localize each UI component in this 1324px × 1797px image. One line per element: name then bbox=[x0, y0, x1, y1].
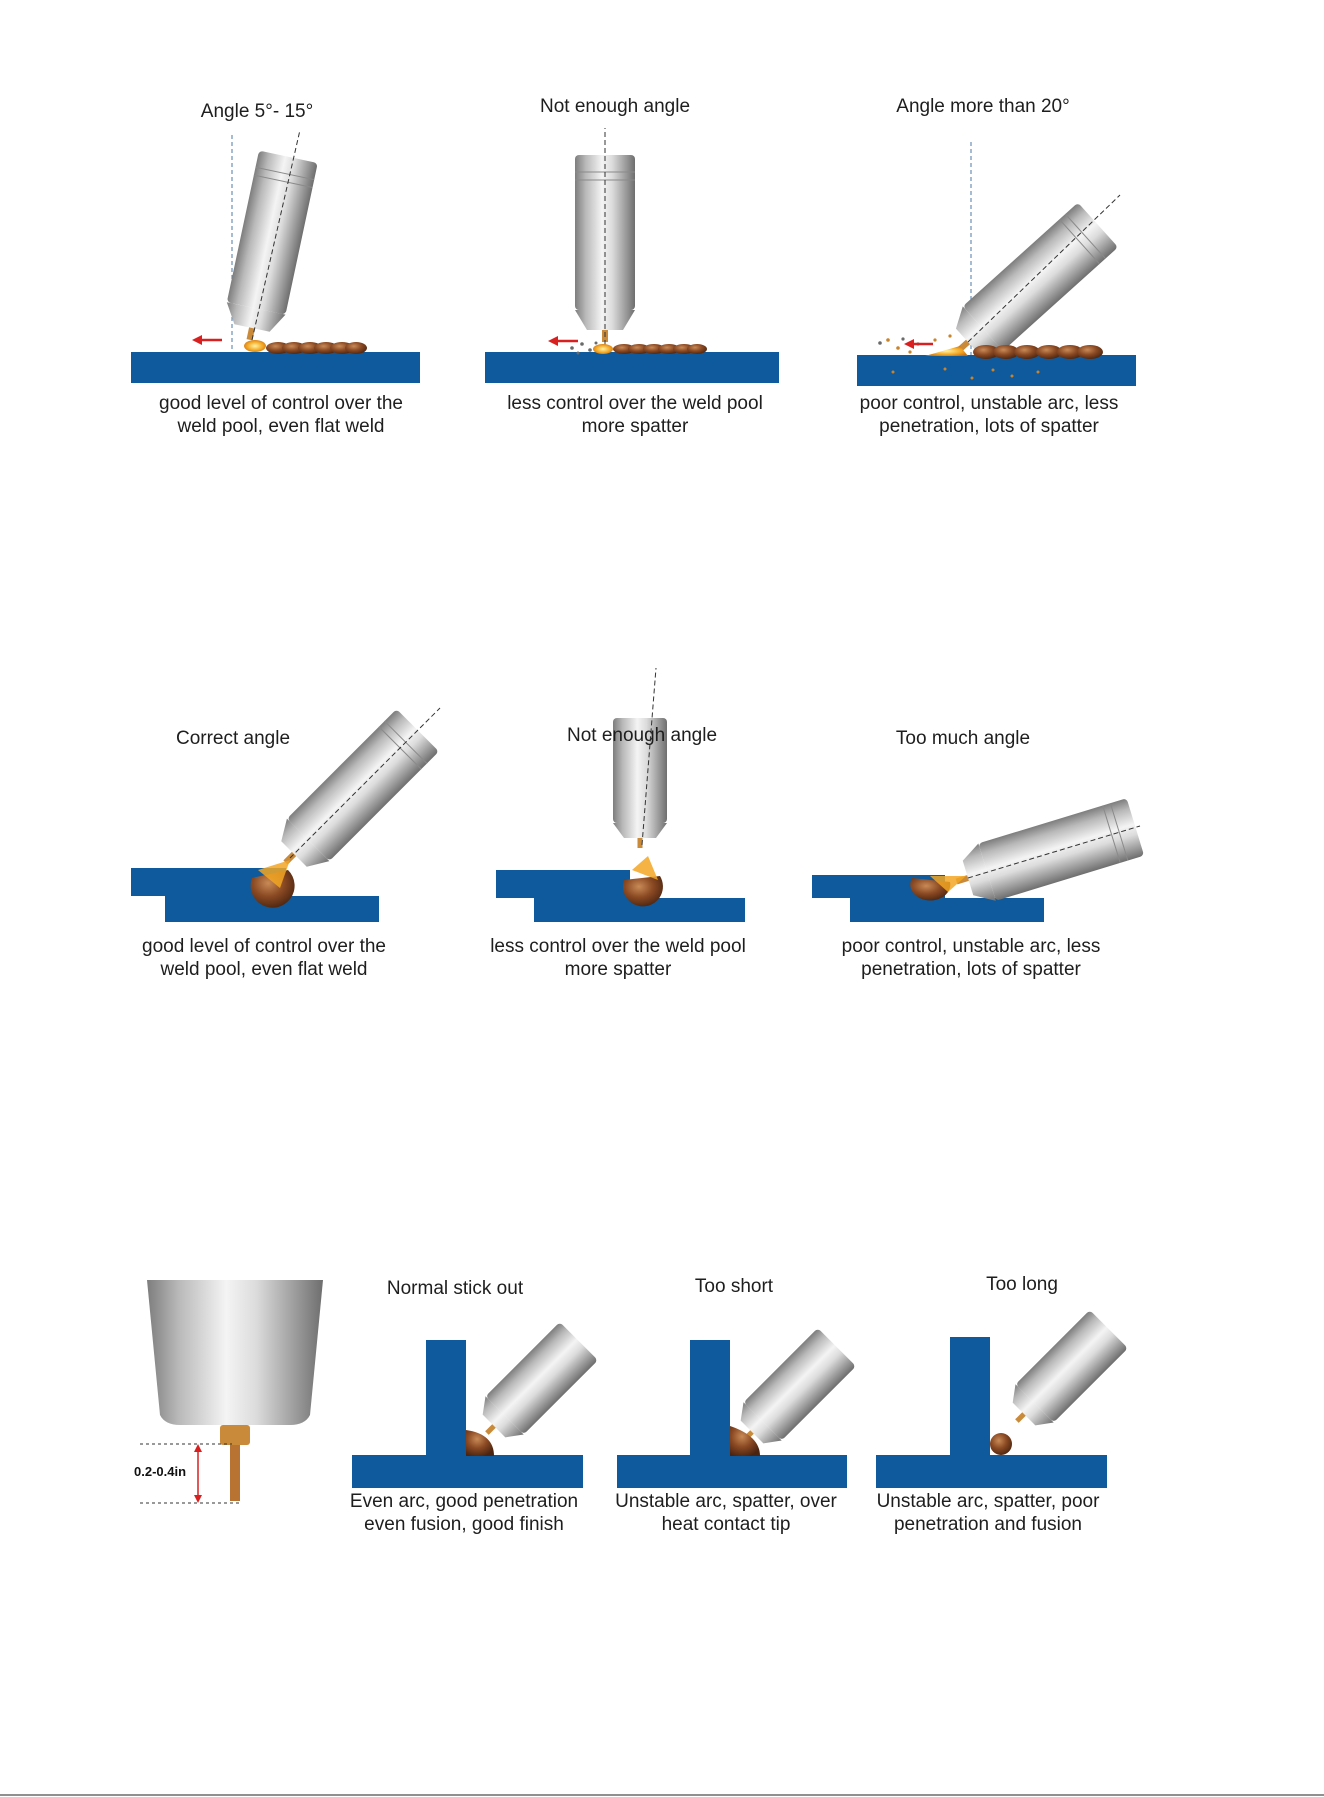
row2-panel3-caption bbox=[842, 935, 1101, 981]
row3-panel1-title: Normal stick out bbox=[386, 1278, 524, 1299]
row1-panel2-caption bbox=[507, 392, 763, 438]
caption-line: less control over the weld pool bbox=[507, 393, 763, 414]
row1-panel1-caption bbox=[159, 392, 403, 438]
caption-line: Even arc, good penetration bbox=[349, 1491, 579, 1512]
row3-panel1-drawing bbox=[352, 1322, 598, 1488]
row1-panel1-drawing bbox=[131, 130, 420, 383]
row1-panel3-title: Angle more than 20° bbox=[896, 96, 1070, 117]
caption-line: more spatter bbox=[564, 959, 672, 980]
row1-panel3-caption bbox=[860, 392, 1119, 438]
caption-line: penetration and fusion bbox=[893, 1514, 1083, 1535]
caption-line: heat contact tip bbox=[661, 1514, 791, 1535]
row3-panel2-title: Too short bbox=[694, 1276, 774, 1297]
row2-panel3-drawing bbox=[812, 798, 1144, 922]
row2-panel1-title: Correct angle bbox=[175, 728, 291, 749]
caption-line: less control over the weld pool bbox=[490, 936, 746, 957]
caption-line: good level of control over the bbox=[159, 393, 403, 414]
row2-panel1-caption bbox=[142, 935, 386, 981]
stickout-measure-label: 0.2-0.4in bbox=[134, 1464, 187, 1479]
row3-panel2-drawing bbox=[617, 1328, 856, 1488]
row1-panel1-title: Angle 5°- 15° bbox=[200, 101, 314, 122]
row3-panel3-drawing bbox=[876, 1310, 1128, 1488]
caption-line: good level of control over the bbox=[142, 936, 386, 957]
caption-line: Unstable arc, spatter, over bbox=[615, 1491, 837, 1512]
caption-line: Unstable arc, spatter, poor bbox=[876, 1491, 1100, 1512]
row3-panel2-caption bbox=[615, 1490, 837, 1536]
caption-line: penetration, lots of spatter bbox=[861, 959, 1081, 980]
caption-line: weld pool, even flat weld bbox=[160, 959, 368, 980]
row3-panel3-title: Too long bbox=[986, 1274, 1058, 1295]
row2-panel3-title: Too much angle bbox=[895, 728, 1031, 749]
row2-panel2-title: Not enough angle bbox=[566, 725, 718, 746]
row2-panel2-caption bbox=[490, 935, 746, 981]
row3-panel1-caption bbox=[350, 1490, 578, 1536]
caption-line: poor control, unstable arc, less bbox=[859, 393, 1119, 414]
row3-panel3-caption bbox=[877, 1490, 1100, 1536]
caption-line: poor control, unstable arc, less bbox=[841, 936, 1101, 957]
caption-line: even fusion, good finish bbox=[364, 1514, 564, 1535]
caption-line: weld pool, even flat weld bbox=[177, 416, 385, 437]
caption-line: more spatter bbox=[581, 416, 689, 437]
row2-panel2-drawing bbox=[496, 668, 745, 922]
row1-panel2-title: Not enough angle bbox=[539, 96, 691, 117]
row1-panel3-drawing bbox=[857, 142, 1136, 386]
row1-panel2-drawing bbox=[485, 128, 779, 383]
caption-line: penetration, lots of spatter bbox=[879, 416, 1099, 437]
